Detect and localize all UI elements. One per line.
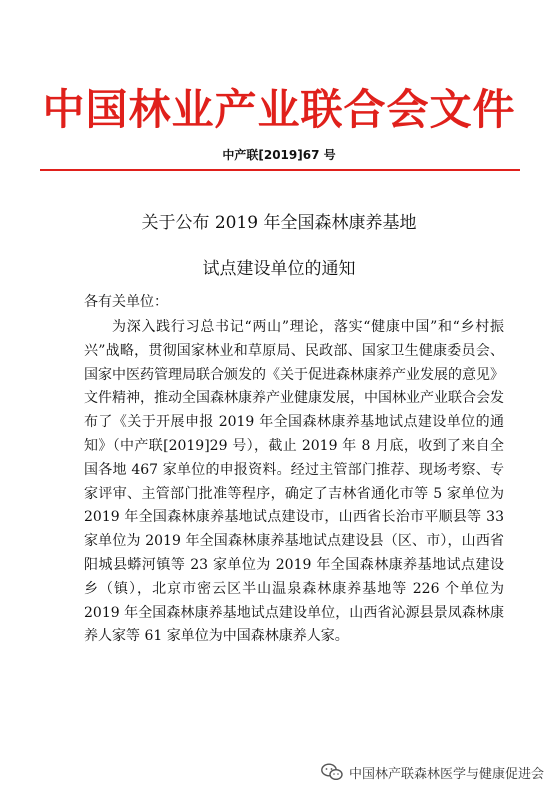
- salutation: 各有关单位：: [84, 294, 168, 310]
- document-header-title: 中国林业产业联合会文件: [42, 85, 516, 134]
- wechat-watermark: [321, 760, 544, 784]
- wechat-icon: [321, 763, 343, 781]
- notice-title-line-1: 关于公布 2019 年全国森林康养基地: [141, 213, 417, 233]
- body-paragraph: 为深入践行习总书记“两山”理论，落实“健康中国”和“乡村振兴”战略，贯彻国家林业和草原局、民政部、国家卫生健康委员会、国家中医药管理局联合颁发的《关于促进森林康养产业发展的意见》文件精神，推动全国森林康养产业健康发展，中国林业产业联合会发布了《关于开展申报 2019 年全国森林康养基地试点建设单位的通知》（中产联[2019]29 号），截止 2019 年 8 月底，收到了来自全国各地 467 家单位的申报资料。经过主管部门推荐、现场考察、专家评审、主管部门批准等程序，确定了吉林省通化市等 5 家单位为 2019 年全国森林康养基地试点建设市，山西省长治市平顺县等 33 家单位为 2019 年全国森林康养基地试点建设县（区、市），山西省阳城县蟒河镇等 23 家单位为 2019 年全国森林康养基地试点建设乡（镇），北京市密云区半山温泉森林康养基地等 226 个单位为 2019 年全国森林康养基地试点建设单位，山西省沁源县景凤森林康养人家等 61 家单位为中国森林康养人家。: [84, 319, 504, 645]
- notice-title-line-2: 试点建设单位的通知: [202, 259, 356, 279]
- watermark-text: 中国林产联森林医学与健康促进会: [348, 766, 544, 782]
- header-red-rule: [40, 169, 520, 171]
- document-number: 中产联[2019]67 号: [222, 148, 336, 162]
